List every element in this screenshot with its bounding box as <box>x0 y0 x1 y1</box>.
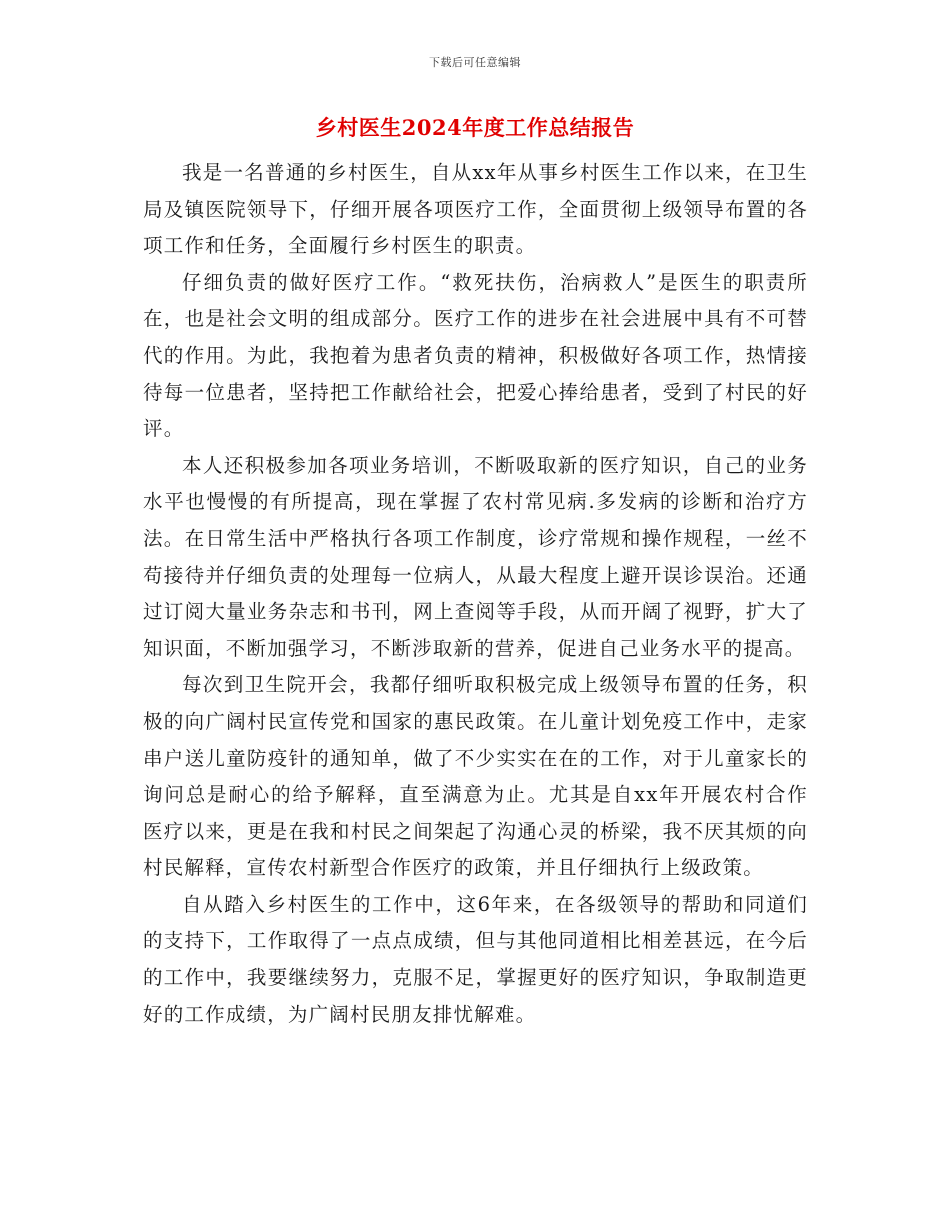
document-body <box>143 155 808 1033</box>
paragraph-5: 自从踏入乡村医生的工作中，这6年来，在各级领导的帮助和同道们的支持下，工作取得了一点点成绩，但与其他同道相比相差甚远，在今后的工作中，我要继续努力，克服不足，掌握更好的医疗知识，争取制造更好的工作成绩，为广阔村民朋友排忧解难。 <box>143 892 808 1026</box>
header-note: 下载后可任意编辑 <box>429 56 521 69</box>
document-title: 乡村医生2024年度工作总结报告 <box>315 115 635 140</box>
paragraph-4: 每次到卫生院开会，我都仔细听取积极完成上级领导布置的任务，积极的向广阔村民宣传党和国家的惠民政策。在儿童计划免疫工作中，走家串户送儿童防疫针的通知单，做了不少实实在在的工作，对于儿童家长的询问总是耐心的给予解释，直至满意为止。尤其是自xx年开展农村合作医疗以来，更是在我和村民之间架起了沟通心灵的桥梁，我不厌其烦的向村民解释，宣传农村新型合作医疗的政策，并且仔细执行上级政策。 <box>143 673 808 880</box>
paragraph-2: 仔细负责的做好医疗工作。“救死扶伤，治病救人”是医生的职责所在，也是社会文明的组成部分。医疗工作的进步在社会进展中具有不可替代的作用。为此，我抱着为患者负责的精神，积极做好各项工作，热情接待每一位患者，坚持把工作献给社会，把爱心捧给患者，受到了村民的好评。 <box>143 270 808 441</box>
paragraph-3: 本人还积极参加各项业务培训，不断吸取新的医疗知识，自己的业务水平也慢慢的有所提高，现在掌握了农村常见病.多发病的诊断和治疗方法。在日常生活中严格执行各项工作制度，诊疗常规和操作规程，一丝不苟接待并仔细负责的处理每一位病人，从最大程度上避开误诊误治。还通过订阅大量业务杂志和书刊，网上查阅等手段，从而开阔了视野，扩大了知识面，不断加强学习，不断涉取新的营养，促进自己业务水平的提高。 <box>143 453 808 660</box>
paragraph-1: 我是一名普通的乡村医生，自从xx年从事乡村医生工作以来，在卫生局及镇医院领导下，仔细开展各项医疗工作，全面贯彻上级领导布置的各项工作和任务，全面履行乡村医生的职责。 <box>143 161 808 258</box>
